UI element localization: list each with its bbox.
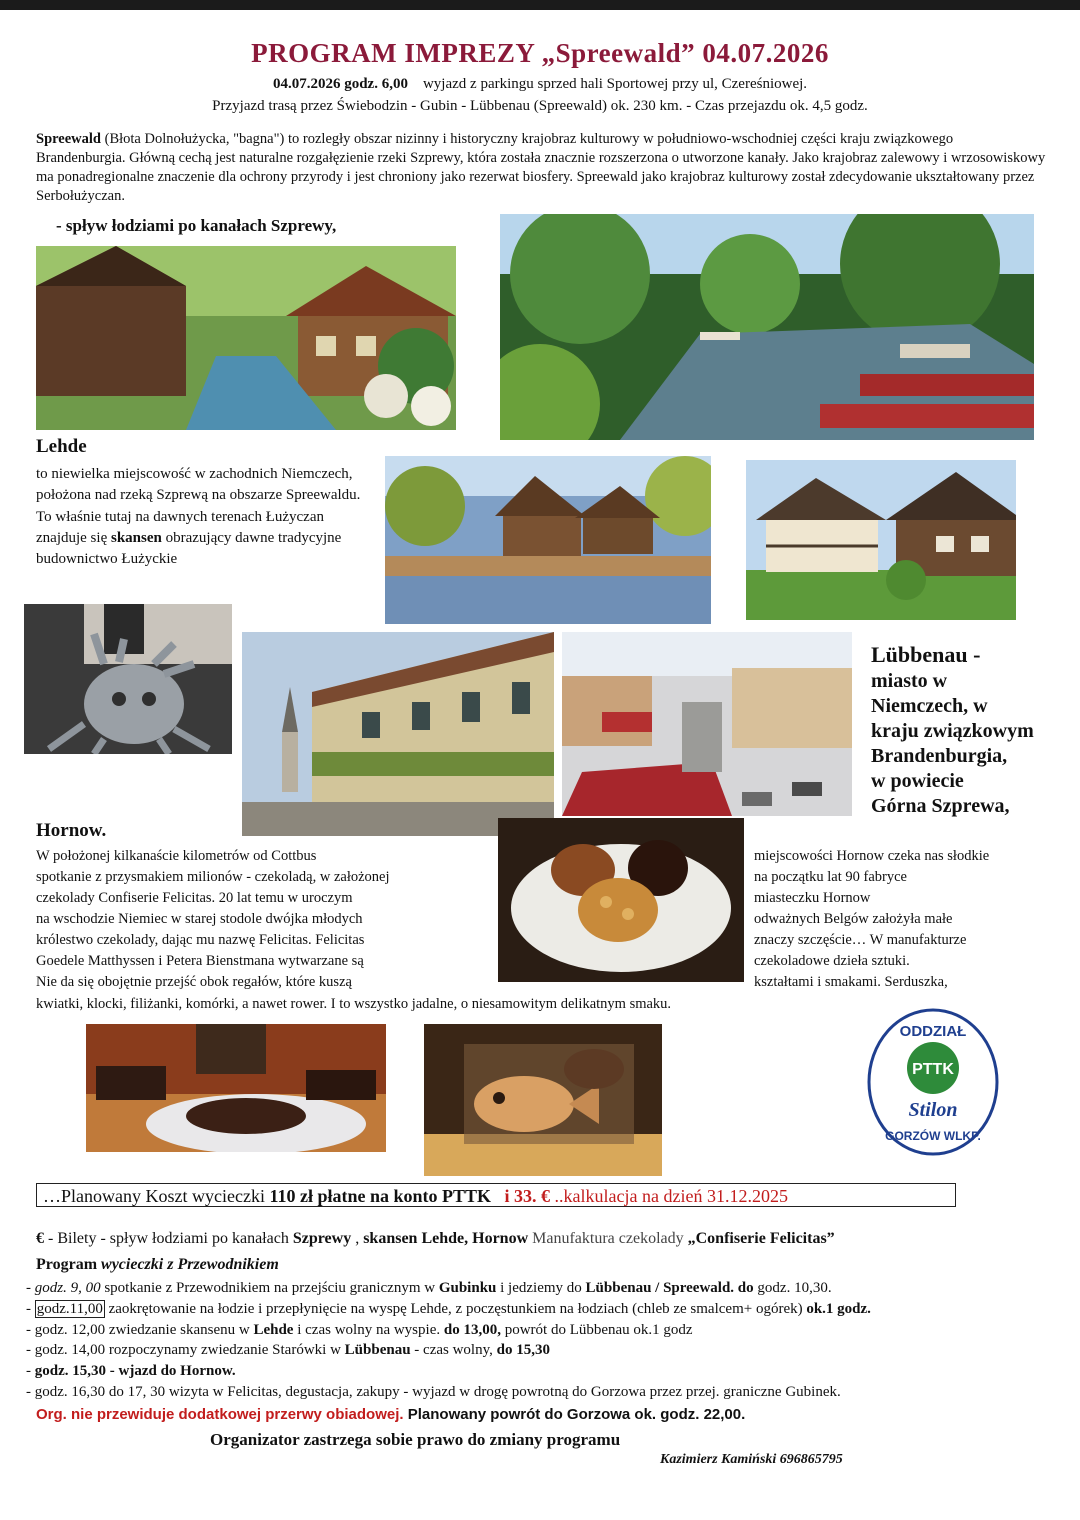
logo-bottom-text: GORZÓW WLKP. — [885, 1129, 981, 1143]
program-item-bold: Lübbenau — [344, 1342, 411, 1359]
program-item-dash: - — [26, 1383, 35, 1400]
hornow-right-line-1: miejscowości Hornow czeka nas słodkie — [754, 848, 990, 864]
program-item-time: godz. 9, 00 — [34, 1280, 101, 1296]
hornow-right-line-6: czekoladowe dzieła sztuki. — [754, 953, 910, 969]
program-item-text: zaokrętowanie na łodzie i przepłynięcie na wyspę Lehde, z poczęstunkiem na łodziach (chleb ze smalcem+ ogórek) — [104, 1300, 807, 1317]
lehde-text-before: to niewielka miejscowość w zachodnich Niemczech, położona nad rzeką Szprewą na obszarze Spreewaldu. To właśnie tutaj na dawnych terenach Łużyczan znajduje się — [36, 466, 361, 546]
canal-houses-photo — [36, 246, 456, 430]
chocolate-fish-photo — [424, 1024, 662, 1176]
departure-datetime: 04.07.2026 godz. 6,00 — [272, 76, 408, 92]
route-line: Przyjazd trasą przez Świebodzin - Gubin - Lübbenau (Spreewald) ok. 230 km. - Czas przejazdu ok. 4,5 godz. — [212, 98, 868, 114]
hornow-left-text — [36, 846, 496, 993]
luebbenau-block — [871, 642, 1071, 819]
notice-line — [36, 1406, 745, 1423]
program-item-dash: - — [26, 1342, 35, 1359]
boats-canal-photo — [500, 214, 1034, 440]
lehde-text — [36, 464, 376, 570]
hornow-left-line-5: królestwo czekolady, dając mu nazwę Felicitas. Felicitas — [36, 932, 365, 948]
tickets-line — [36, 1230, 1076, 1248]
luebbenau-line-2: Niemczech, w — [871, 695, 988, 717]
hornow-right-line-7: kształtami i smakami. Serduszka, — [754, 974, 948, 990]
cost-euro: i 33. € — [504, 1186, 551, 1206]
tickets-text-b: , — [351, 1230, 364, 1247]
program-item-text3: godz. 10,30. — [753, 1280, 832, 1296]
tickets-bold-2: skansen Lehde, Hornow — [363, 1230, 529, 1247]
hornow-right-line-4: odważnych Belgów założyła małe — [754, 911, 953, 927]
logo-brand-text: Stilon — [908, 1099, 958, 1121]
signature: Kazimierz Kamiński 696865795 — [660, 1452, 843, 1467]
program-item — [26, 1361, 1066, 1382]
program-item-dash: - — [26, 1363, 35, 1380]
program-item — [26, 1278, 1066, 1299]
boat-heading: - spływ łodziami po kanałach Szprewy, — [56, 216, 337, 235]
hornow-left-line-2: spotkanie z przysmakiem milionów - czekoladą, w założonej — [36, 869, 390, 885]
program-item-text: rozpoczynamy zwiedzanie Starówki w — [105, 1342, 345, 1359]
hornow-last-line: kwiatki, klocki, filiżanki, komórki, a nawet rower. I to wszystko jadalne, o niesamowitym delikatnym smaku. — [36, 996, 672, 1012]
luebbenau-street-photo — [242, 632, 554, 836]
program-item-bold2: Lübbenau / Spreewald. do — [585, 1280, 754, 1296]
intro-paragraph — [36, 130, 1046, 206]
program-item-bold2: do 15,30 — [496, 1342, 550, 1359]
program-item-text2: i czas wolny na wyspie. — [293, 1321, 444, 1338]
program-item-text: wizyta w Felicitas, degustacja, zakupy - wyjazd w drogę powrotną do Gorzowa przez przej. graniczne Gubinek. — [165, 1383, 841, 1400]
tree-sculpture-photo — [24, 604, 232, 754]
hornow-right-line-5: znaczy szczęście… W manufakturze — [754, 932, 967, 948]
program-item-time: godz. 14,00 — [34, 1342, 106, 1359]
lehde-skansen: skansen — [110, 529, 162, 546]
chocolate-plate-photo — [86, 1024, 386, 1152]
program-item-text: spotkanie z Przewodnikiem na przejściu granicznym w — [100, 1280, 439, 1296]
cost-suffix: ..kalkulacja na dzień 31.12.2025 — [550, 1186, 788, 1206]
notice-red: Org. nie przewiduje dodatkowej przerwy obiadowej. — [36, 1406, 404, 1423]
tickets-bold-1: Szprewy — [292, 1230, 352, 1247]
program-item-text2: - czas wolny, — [410, 1342, 497, 1359]
luebbenau-square-photo — [562, 632, 852, 816]
lehde-heading: Lehde — [36, 436, 87, 457]
program-item-text: zwiedzanie skansenu w — [105, 1321, 254, 1338]
intro-text: (Błota Dolnołużycka, "bagna") to rozległy obszar nizinny i historyczny krajobraz kulturowy w południowo-wschodniej części kraju związkowego Brandenburgia. Główną cechą jest naturalne rozgałęzienie rzeki Szprewy, która została znacznie rozszerzona o utworzone kanały. Jako krajobraz zalewowy i wrzosowiskowy ma ponadregionalne znaczenie dla ochrony przyrody i jest chroniony jako rezerwat biosfery. Spreewald jako krajobraz kulturowy został zdecydowanie ukształtowany przez Serbołużyczan. — [36, 131, 1046, 204]
program-item-time: godz. 12,00 — [34, 1321, 106, 1338]
luebbenau-line-6: Górna Szprewa, — [871, 795, 1010, 817]
hornow-left-line-3: czekolady Confiserie Felicitas. 20 lat temu w uroczym — [36, 890, 353, 906]
tickets-bold-3: „Confiserie Felicitas” — [687, 1230, 835, 1247]
luebbenau-line-3: kraju związkowym — [871, 720, 1034, 742]
program-item-time: godz.11,00 — [36, 1300, 103, 1317]
departure-text: wyjazd z parkingu sprzed hali Sportowej przy ul, Czereśniowej. — [422, 76, 808, 92]
program-item-dash: - — [26, 1280, 35, 1296]
hornow-left-line-6: Goedele Matthyssen i Petera Bienstmana wytwarzane są — [36, 953, 364, 969]
cost-box — [36, 1183, 956, 1207]
program-item-time: godz. 16,30 do 17, 30 — [34, 1383, 166, 1400]
logo-center-text: PTTK — [912, 1061, 954, 1078]
program-heading-bold: Program — [36, 1256, 98, 1273]
program-item-text3: powrót do Lübbenau ok.1 godz — [500, 1321, 693, 1338]
program-heading — [36, 1256, 279, 1274]
tickets-text-c: Manufaktura czekolady — [528, 1230, 688, 1247]
hornow-heading: Hornow. — [36, 820, 107, 841]
program-item — [26, 1382, 1066, 1403]
logo-top-text: ODDZIAŁ — [899, 1023, 967, 1040]
program-item-dash: - — [26, 1300, 35, 1317]
pttk-logo — [864, 1006, 1002, 1158]
hornow-left-line-1: W położonej kilkanaście kilometrów od Cottbus — [36, 848, 317, 864]
lehde-skansen-photo — [385, 456, 711, 624]
program-item — [26, 1299, 1066, 1320]
hornow-right-text — [754, 846, 1074, 993]
notice-return: Planowany powrót do Gorzowa ok. godz. 22,00. — [403, 1406, 746, 1423]
hornow-right-line-2: na początku lat 90 fabryce — [754, 869, 907, 885]
program-item-bold: Lehde — [253, 1321, 294, 1338]
program-item-bold: ok.1 godz. — [806, 1300, 871, 1317]
luebbenau-line-1: miasto w — [871, 670, 948, 692]
top-border — [0, 0, 1080, 10]
luebbenau-line-5: w powiecie — [871, 770, 964, 792]
departure-line — [0, 76, 1080, 93]
program-item-bold2: do 13,00, — [443, 1321, 501, 1338]
tickets-text-a: - Bilety - spływ łodziami po kanałach — [44, 1230, 293, 1247]
program-item — [26, 1340, 1066, 1361]
program-item-text2: i jedziemy do — [496, 1280, 586, 1296]
hornow-left-line-4: na wschodzie Niemiec w starej stodole dwójka młodych — [36, 911, 363, 927]
tickets-symbol: € — [36, 1230, 44, 1247]
program-item — [26, 1320, 1066, 1341]
intro-term: Spreewald — [36, 131, 101, 147]
hornow-left-line-7: Nie da się obojętnie przejść obok regałów, które kuszą — [36, 974, 352, 990]
cost-prefix: …Planowany Koszt wycieczki — [43, 1186, 270, 1206]
program-item-bold: Gubinku — [438, 1280, 497, 1296]
luebbenau-line-4: Brandenburgia, — [871, 745, 1008, 767]
reserve-text: Organizator zastrzega sobie prawo do zmiany programu — [210, 1430, 621, 1449]
program-heading-italic: wycieczki z Przewodnikiem — [97, 1256, 279, 1273]
cost-amount: 110 zł płatne na konto PTTK — [269, 1186, 491, 1206]
program-item-time: godz. 15,30 - wjazd do Hornow. — [34, 1363, 236, 1380]
program-list — [26, 1278, 1066, 1403]
page-title: PROGRAM IMPREZY „Spreewald” 04.07.2026 — [251, 38, 829, 68]
lehde-text-after: obrazujący dawne tradycyjne budownictwo Łużyckie — [36, 529, 342, 568]
pralines-photo — [498, 818, 744, 982]
program-item-dash: - — [26, 1321, 35, 1338]
luebbenau-heading: Lübbenau - — [871, 642, 981, 667]
hornow-right-line-3: miasteczku Hornow — [754, 890, 871, 906]
timber-house-photo — [746, 460, 1016, 620]
